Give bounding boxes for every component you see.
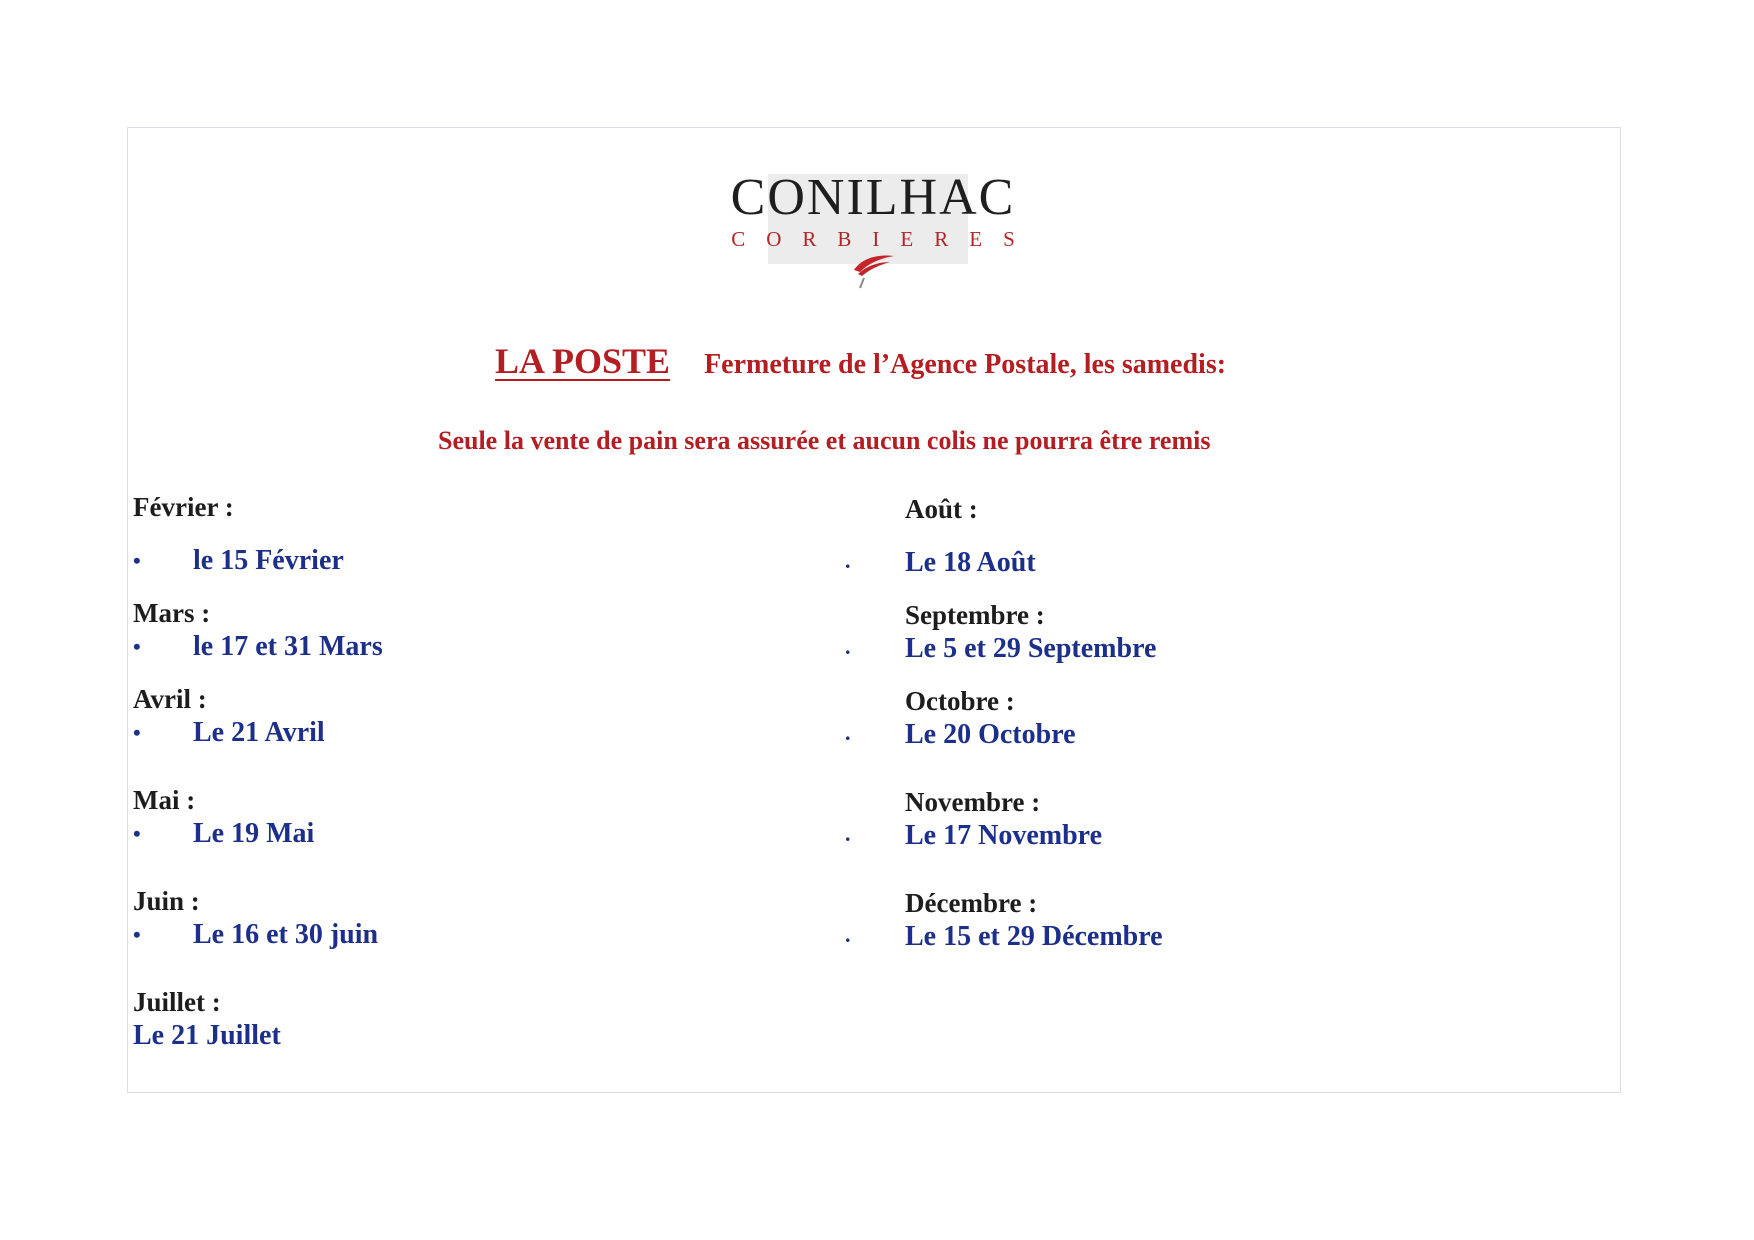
month-label: Août :: [905, 494, 978, 524]
closure-date: Le 15 et 29 Décembre: [905, 921, 1163, 952]
logo-title: CONILHAC: [730, 169, 1016, 226]
closure-date: le 17 et 31 Mars: [193, 631, 383, 662]
month-label: Mai :: [133, 785, 196, 815]
list-bullet: .: [845, 720, 851, 745]
la-poste-label: LA POSTE: [495, 341, 671, 381]
list-bullet: •: [133, 634, 141, 659]
month-label: Avril :: [133, 684, 207, 714]
month-label: Décembre :: [905, 888, 1038, 918]
list-bullet: .: [845, 634, 851, 659]
month-label: Février :: [133, 492, 234, 522]
list-bullet: •: [133, 922, 141, 947]
notice-text: Seule la vente de pain sera assurée et aucun colis ne pourra être remis: [438, 426, 1211, 455]
closure-date: Le 20 Octobre: [905, 719, 1076, 750]
month-label: Novembre :: [905, 787, 1041, 817]
month-label: Septembre :: [905, 600, 1045, 630]
month-label: Juin :: [133, 886, 200, 916]
list-bullet: •: [133, 720, 141, 745]
closure-date: le 15 Février: [193, 545, 344, 576]
closure-date: Le 19 Mai: [193, 818, 315, 849]
list-bullet: .: [845, 922, 851, 947]
list-bullet: •: [133, 548, 141, 573]
list-bullet: •: [133, 821, 141, 846]
closure-date: Le 5 et 29 Septembre: [905, 633, 1157, 664]
closure-title: Fermeture de l’Agence Postale, les samedis:: [704, 349, 1227, 380]
list-bullet: .: [845, 821, 851, 846]
logo-subtitle: CORBIERES: [731, 227, 1036, 251]
list-bullet: .: [845, 548, 851, 573]
closure-date: Le 16 et 30 juin: [193, 919, 379, 950]
conilhac-logo: [678, 168, 1068, 288]
closure-date: Le 17 Novembre: [905, 820, 1102, 851]
closure-date: Le 18 Août: [905, 547, 1036, 578]
closure-date: Le 21 Juillet: [133, 1020, 281, 1051]
month-label: Octobre :: [905, 686, 1015, 716]
logo-swoosh-icon: [848, 248, 898, 290]
closure-date: Le 21 Avril: [193, 717, 325, 748]
month-label: Juillet :: [133, 987, 221, 1017]
month-label: Mars :: [133, 598, 211, 628]
headline: [495, 340, 1226, 382]
